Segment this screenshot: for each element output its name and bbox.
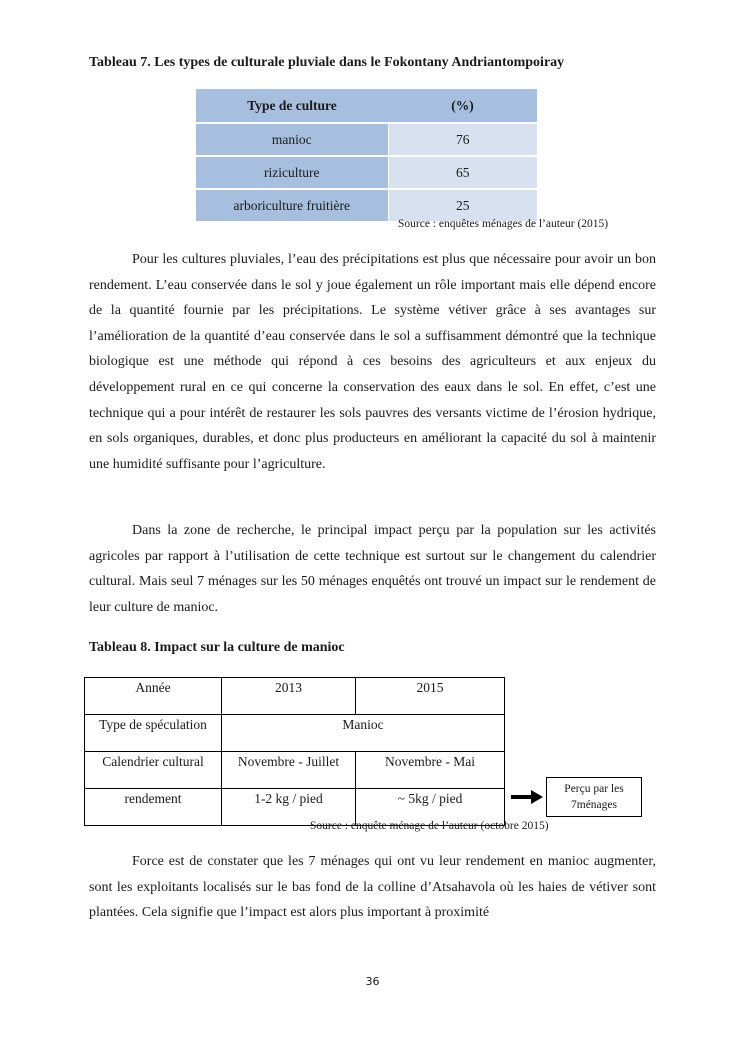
- table8-header-year: Année: [85, 678, 222, 715]
- table8-caption: Tableau 8. Impact sur la culture de manioc: [89, 640, 345, 655]
- perceived-note-box: Perçu par les 7ménages: [546, 777, 642, 817]
- table8-calendar-label: Calendrier cultural: [85, 752, 222, 789]
- table8-yield-label: rendement: [85, 789, 222, 826]
- table7-header-type: Type de culture: [196, 89, 388, 123]
- table8: [84, 677, 505, 826]
- table8-calendar-2015: Novembre - Mai: [356, 752, 505, 789]
- table7-cell-percent: 65: [388, 156, 537, 189]
- table7-cell-type: manioc: [196, 123, 388, 156]
- paragraph: Pour les cultures pluviales, l’eau des précipitations est plus que nécessaire pour avoir un bon rendement. L’eau conservée dans le sol y joue également un rôle important mais elle dépend encore de la quantité fournie par les précipitations. Le système vétiver grâce à ses avantages sur l’amélioration de la quantité d’eau conservée dans le sol a suffisamment démontré que la technique biologique est une méthode qui répond à ces besoins des agriculteurs et aux enjeux du développement rural en ce qui concerne la conservation des eaux dans le sol. En effet, c’est une technique qui a pour intérêt de restaurer les sols pauvres des versants victime de l’érosion hydrique, en sols organiques, durables, et donc plus producteurs en améliorant la capacité du sol à maintenir une humidité suffisante pour l’agriculture.: [89, 252, 656, 472]
- table7-caption: Tableau 7. Les types de culturale pluviale dans le Fokontany Andriantompoiray: [89, 55, 565, 70]
- table8-calendar-2013: Novembre - Juillet: [222, 752, 356, 789]
- table8-speculation-value: Manioc: [222, 715, 505, 752]
- table7-cell-type: arboriculture fruitière: [196, 189, 388, 221]
- right-arrow-icon: [511, 790, 543, 804]
- table7-cell-percent: 76: [388, 123, 537, 156]
- paragraph: Force est de constater que les 7 ménages qui ont vu leur rendement en manioc augmenter, sont les exploitants localisés sur le bas fond de la colline d’Atsahavola où les haies de vétiver sont plantées. Cela signifie que l’impact est alors plus important à proximité: [89, 854, 656, 921]
- table8-source: Source : enquête ménage de l’auteur (octobre 2015): [310, 820, 549, 832]
- table8-header-row: [85, 678, 505, 715]
- paragraph: Dans la zone de recherche, le principal impact perçu par la population sur les activités agricoles par rapport à l’utilisation de cette technique est surtout sur le changement du calendrier cultural. Mais seul 7 ménages sur les 50 ménages enquêtés ont trouvé un impact sur le rendement de leur culture de manioc.: [89, 523, 656, 615]
- table-row: [196, 156, 537, 189]
- table7-cell-percent: 25: [388, 189, 537, 221]
- table-row: [196, 189, 537, 221]
- table8-header-2013: 2013: [222, 678, 356, 715]
- table7: [196, 89, 537, 221]
- table-row: [85, 715, 505, 752]
- table7-header-row: [196, 89, 537, 123]
- table8-yield-2015: ~ 5kg / pied: [356, 789, 505, 826]
- table7-cell-type: riziculture: [196, 156, 388, 189]
- table7-source: Source : enquêtes ménages de l’auteur (2015): [398, 218, 609, 230]
- table-row: [196, 123, 537, 156]
- table8-header-2015: 2015: [356, 678, 505, 715]
- table8-speculation-label: Type de spéculation: [85, 715, 222, 752]
- page-number: 36: [365, 975, 380, 988]
- table8-yield-2013: 1-2 kg / pied: [222, 789, 356, 826]
- table7-header-percent: (%): [388, 89, 537, 123]
- table-row: [85, 752, 505, 789]
